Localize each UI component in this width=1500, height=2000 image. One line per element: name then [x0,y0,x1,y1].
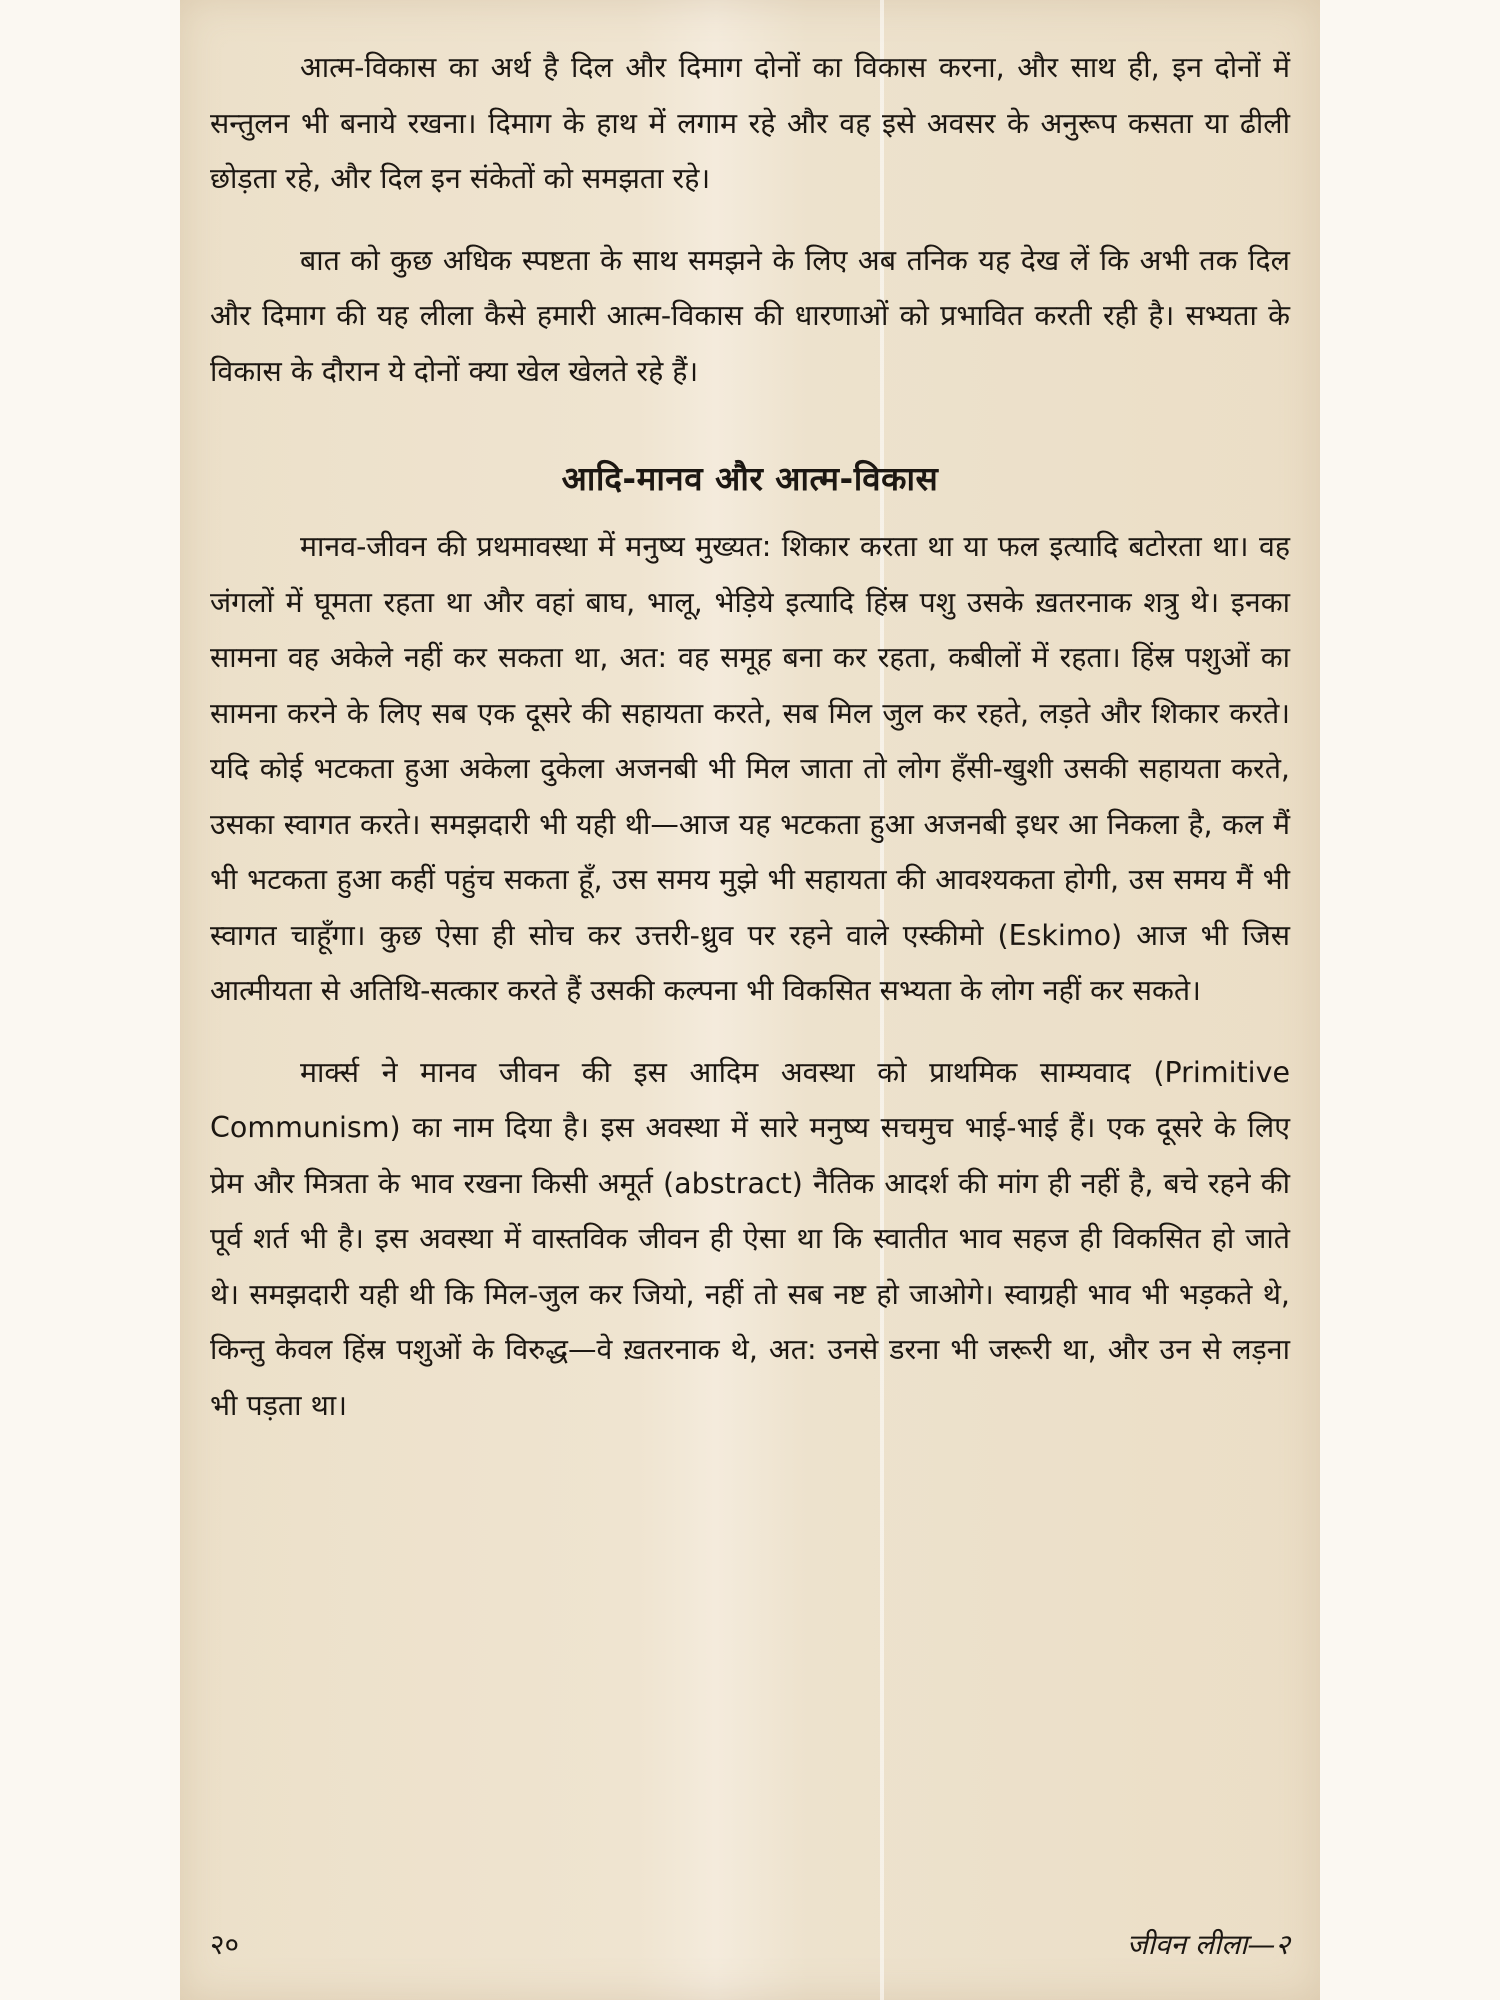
page-footer [210,1925,1290,1965]
scan-margin-left [0,0,180,2000]
paragraph-self-development-meaning: आत्म-विकास का अर्थ है दिल और दिमाग दोनों का विकास करना, और साथ ही, इन दोनों में सन्तुलन भी बनाये रखना। दिमाग के हाथ में लगाम रहे और वह इसे अवसर के अनुरूप कसता या ढीली छोड़ता रहे, और दिल इन संकेतों को समझता रहे। [210,51,1290,195]
paragraph-heart-mind-play: बात को कुछ अधिक स्पष्टता के साथ समझने के लिए अब तनिक यह देख लें कि अभी तक दिल और दिमाग की यह लीला कैसे हमारी आत्म-विकास की धारणाओं को प्रभावित करती रही है। सभ्यता के विकास के दौरान ये दोनों क्या खेल खेलते रहे हैं। [210,243,1290,388]
scan-margin-right [1320,0,1500,2000]
section-heading: आदि-मानव और आत्म-विकास [561,459,939,498]
running-title: जीवन लीला—२ [1126,1928,1290,1961]
page-number: २० [210,1928,240,1961]
paragraph-primitive-man: मानव-जीवन की प्रथमावस्था में मनुष्य मुख्यत: शिकार करता था या फल इत्यादि बटोरता था। वह जंगलों में घूमता रहता था और वहां बाघ, भालू, भेड़िये इत्यादि हिंस्र पशु उसके ख़तरनाक शत्रु थे। इनका सामना वह अकेले नहीं कर सकता था, अत: वह समूह बना कर रहता, कबीलों में रहता। हिंस्र पशुओं का सामना करने के लिए सब एक दूसरे की सहायता करते, सब मिल जुल कर रहते, लड़ते और शिकार करते। यदि कोई भटकता हुआ अकेला दुकेला अजनबी भी मिल जाता तो लोग हँसी-खुशी उसकी सहायता करते, उसका स्वागत करते। समझदारी भी यही थी—आज यह भटकता हुआ अजनबी इधर आ निकला है, कल मैं भी भटकता हुआ कहीं पहुंच सकता हूँ, उस समय मुझे भी सहायता की आवश्यकता होगी, उस समय मैं भी स्वागत चाहूँगा। कुछ ऐसा ही सोच कर उत्तरी-ध्रुव पर रहने वाले एस्कीमो (Eskimo) आज भी जिस आत्मीयता से अतिथि-सत्कार करते हैं उसकी कल्पना भी विकसित सभ्यता के लोग नहीं कर सकते। [210,530,1290,1007]
page-body [210,40,1290,1459]
book-page [180,0,1320,2000]
paragraph-primitive-communism: मार्क्स ने मानव जीवन की इस आदिम अवस्था को प्राथमिक साम्यवाद (Primitive Communism) का नाम दिया है। इस अवस्था में सारे मनुष्य सचमुच भाई-भाई हैं। एक दूसरे के लिए प्रेम और मित्रता के भाव रखना किसी अमूर्त (abstract) नैतिक आदर्श की मांग ही नहीं है, बचे रहने की पूर्व शर्त भी है। इस अवस्था में वास्तविक जीवन ही ऐसा था कि स्वातीत भाव सहज ही विकसित हो जाते थे। समझदारी यही थी कि मिल-जुल कर जियो, नहीं तो सब नष्ट हो जाओगे। स्वाग्रही भाव भी भड़कते थे, किन्तु केवल हिंस्र पशुओं के विरुद्ध—वे ख़तरनाक थे, अत: उनसे डरना भी जरूरी था, और उन से लड़ना भी पड़ता था। [210,1055,1290,1422]
